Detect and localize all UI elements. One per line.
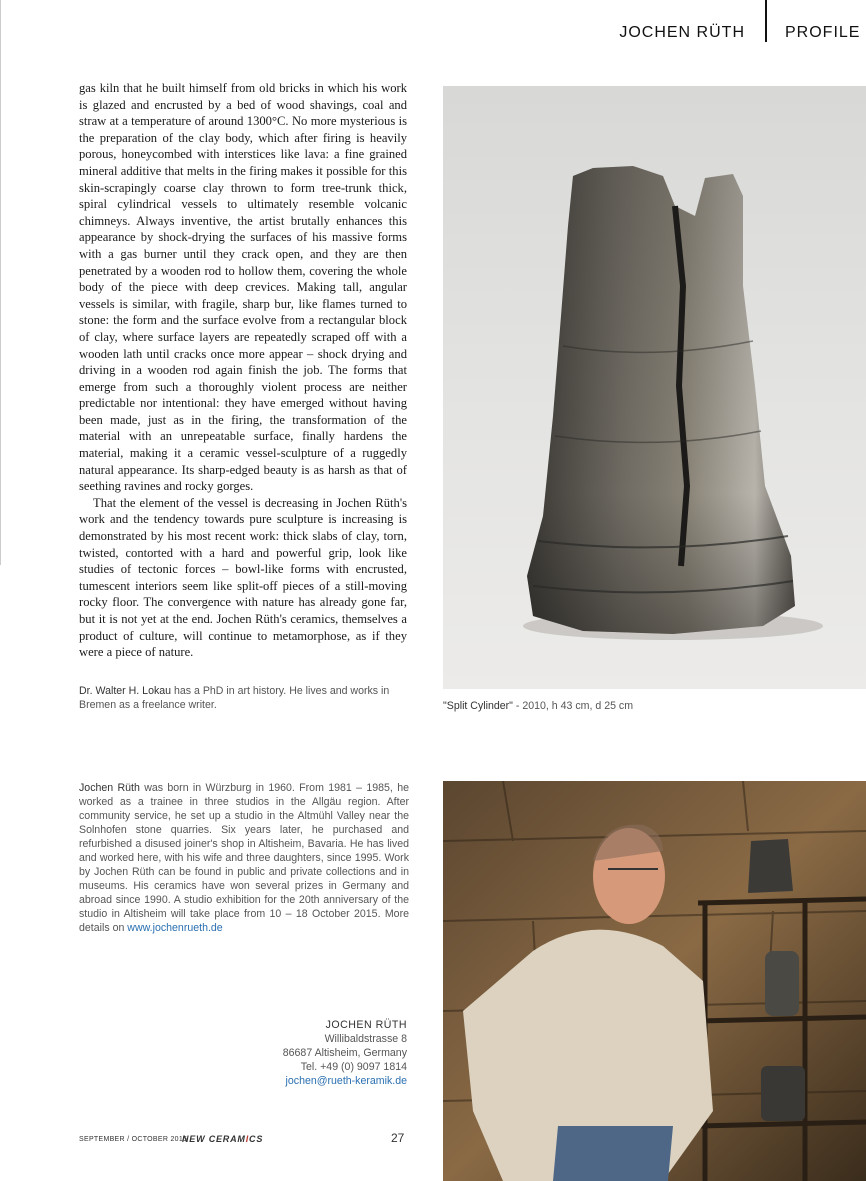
contact-block <box>283 1018 407 1088</box>
contact-street: Willibaldstrasse 8 <box>324 1033 407 1045</box>
artist-bio <box>79 781 409 935</box>
logo-accent: I <box>245 1134 250 1144</box>
contact-email-link[interactable]: jochen@rueth-keramik.de <box>285 1075 407 1087</box>
artist-portrait-photo <box>443 781 866 1181</box>
photo-caption <box>443 700 633 712</box>
author-note-text: has a PhD in art history. He lives and works in Bremen as a freelance writer. <box>79 685 390 711</box>
author-name: Dr. Walter H. Lokau <box>79 685 172 697</box>
footer-issue-date: SEPTEMBER / OCTOBER 2015 <box>79 1136 188 1143</box>
header-section-label: PROFILE <box>785 24 861 41</box>
contact-phone: Tel. +49 (0) 9097 1814 <box>300 1061 407 1073</box>
header-artist-name: JOCHEN RÜTH <box>619 24 745 41</box>
contact-name: JOCHEN RÜTH <box>325 1019 407 1031</box>
author-note <box>79 684 409 712</box>
article-paragraph: gas kiln that he built himself from old bricks in which his work is glazed and encrusted by a bed of wood shavings, coal and straw at a temperature of around 1300°C. No more mysterious is the preparation of the clay body, which after firing is heavily porous, honeycombed with interstices like lava: a fine grained mineral additive that melts in the firing makes it possible for this skin-scrapingly coarse clay thrown to form tree-trunk thick, spiral cylindrical vessels to ultimately resemble volcanic chimneys. Always inventive, the artist brutally enhances this appearance by shock-drying the surfaces of his massive forms with a gas burner until they crack open, and they are then penetrated by a wooden rod to hollow them, covering the whole body of the piece with deep crevices. Making tall, angular vessels is similar, with fragile, sharp bur, like flames turned to stone: the form and the surface evolve from a rectangular block of clay, where surface layers are repeatedly scraped off with a wooden lath until cracks once more appear – shock drying and driving in a wooden rod again finish the job. The forms that emerge from such a thoroughly violent process are neither predictable nor intentional: they have emerged without having been made, just as in the firing, the transformation of the material with an unrepeatable surface, finally hardens the material, making it a ceramic vessel-sculpture of a ruggedly natural appearance. Its sharp-edged beauty is as harsh as that of seething ravines and rocky gorges. <box>79 81 407 494</box>
split-cylinder-photo <box>443 86 866 689</box>
magazine-logo <box>182 1134 263 1144</box>
article-paragraph: That the element of the vessel is decreasing in Jochen Rüth's work and the tendency towards pure sculpture is increasing is demonstrated by his most recent work: thick slabs of clay, torn, twisted, contorted with a hard and powerful grip, look like studies of tectonic forces – bowl-like forms with encrusted, tumescent interiors seem like split-off pieces of a still-moving rocky floor. The convergence with nature has already gone far, but it is not yet at the end. Jochen Rüth's ceramics, themselves a product of culture, will continue to metamorphose, as if they were a piece of nature. <box>79 495 407 660</box>
logo-part-a: NEW CERAM <box>182 1134 246 1144</box>
page-edge-line <box>0 0 1 565</box>
contact-city: 86687 Altisheim, Germany <box>282 1047 407 1059</box>
bio-text: was born in Würzburg in 1960. From 1981 – 1985, he worked as a trainee in three studios in the Allgäu region. After community service, he set up a studio in the Altmühl Valley near the Solnhofen stone quarries. Six years later, he purchased and refurbished a disused joiner's shop in Altisheim, Bavaria. He has lived and worked here, with his wife and three daughters, since 1995. Work by Jochen Rüth can be found in public and private collections and in museums. His ceramics have won several prizes in Germany and abroad since 1990. A studio exhibition for the 20th anniversary of the studio in Altisheim will take place from 10 – 18 October 2015. More details on <box>79 782 409 934</box>
header-divider <box>765 0 767 42</box>
page-number: 27 <box>391 1131 405 1145</box>
bio-artist-name: Jochen Rüth <box>79 782 140 794</box>
caption-title: "Split Cylinder" <box>443 700 513 712</box>
logo-part-c: CS <box>249 1134 264 1144</box>
caption-details: - 2010, h 43 cm, d 25 cm <box>512 700 634 712</box>
article-body <box>79 80 407 661</box>
website-link[interactable]: www.jochenrueth.de <box>127 922 223 934</box>
